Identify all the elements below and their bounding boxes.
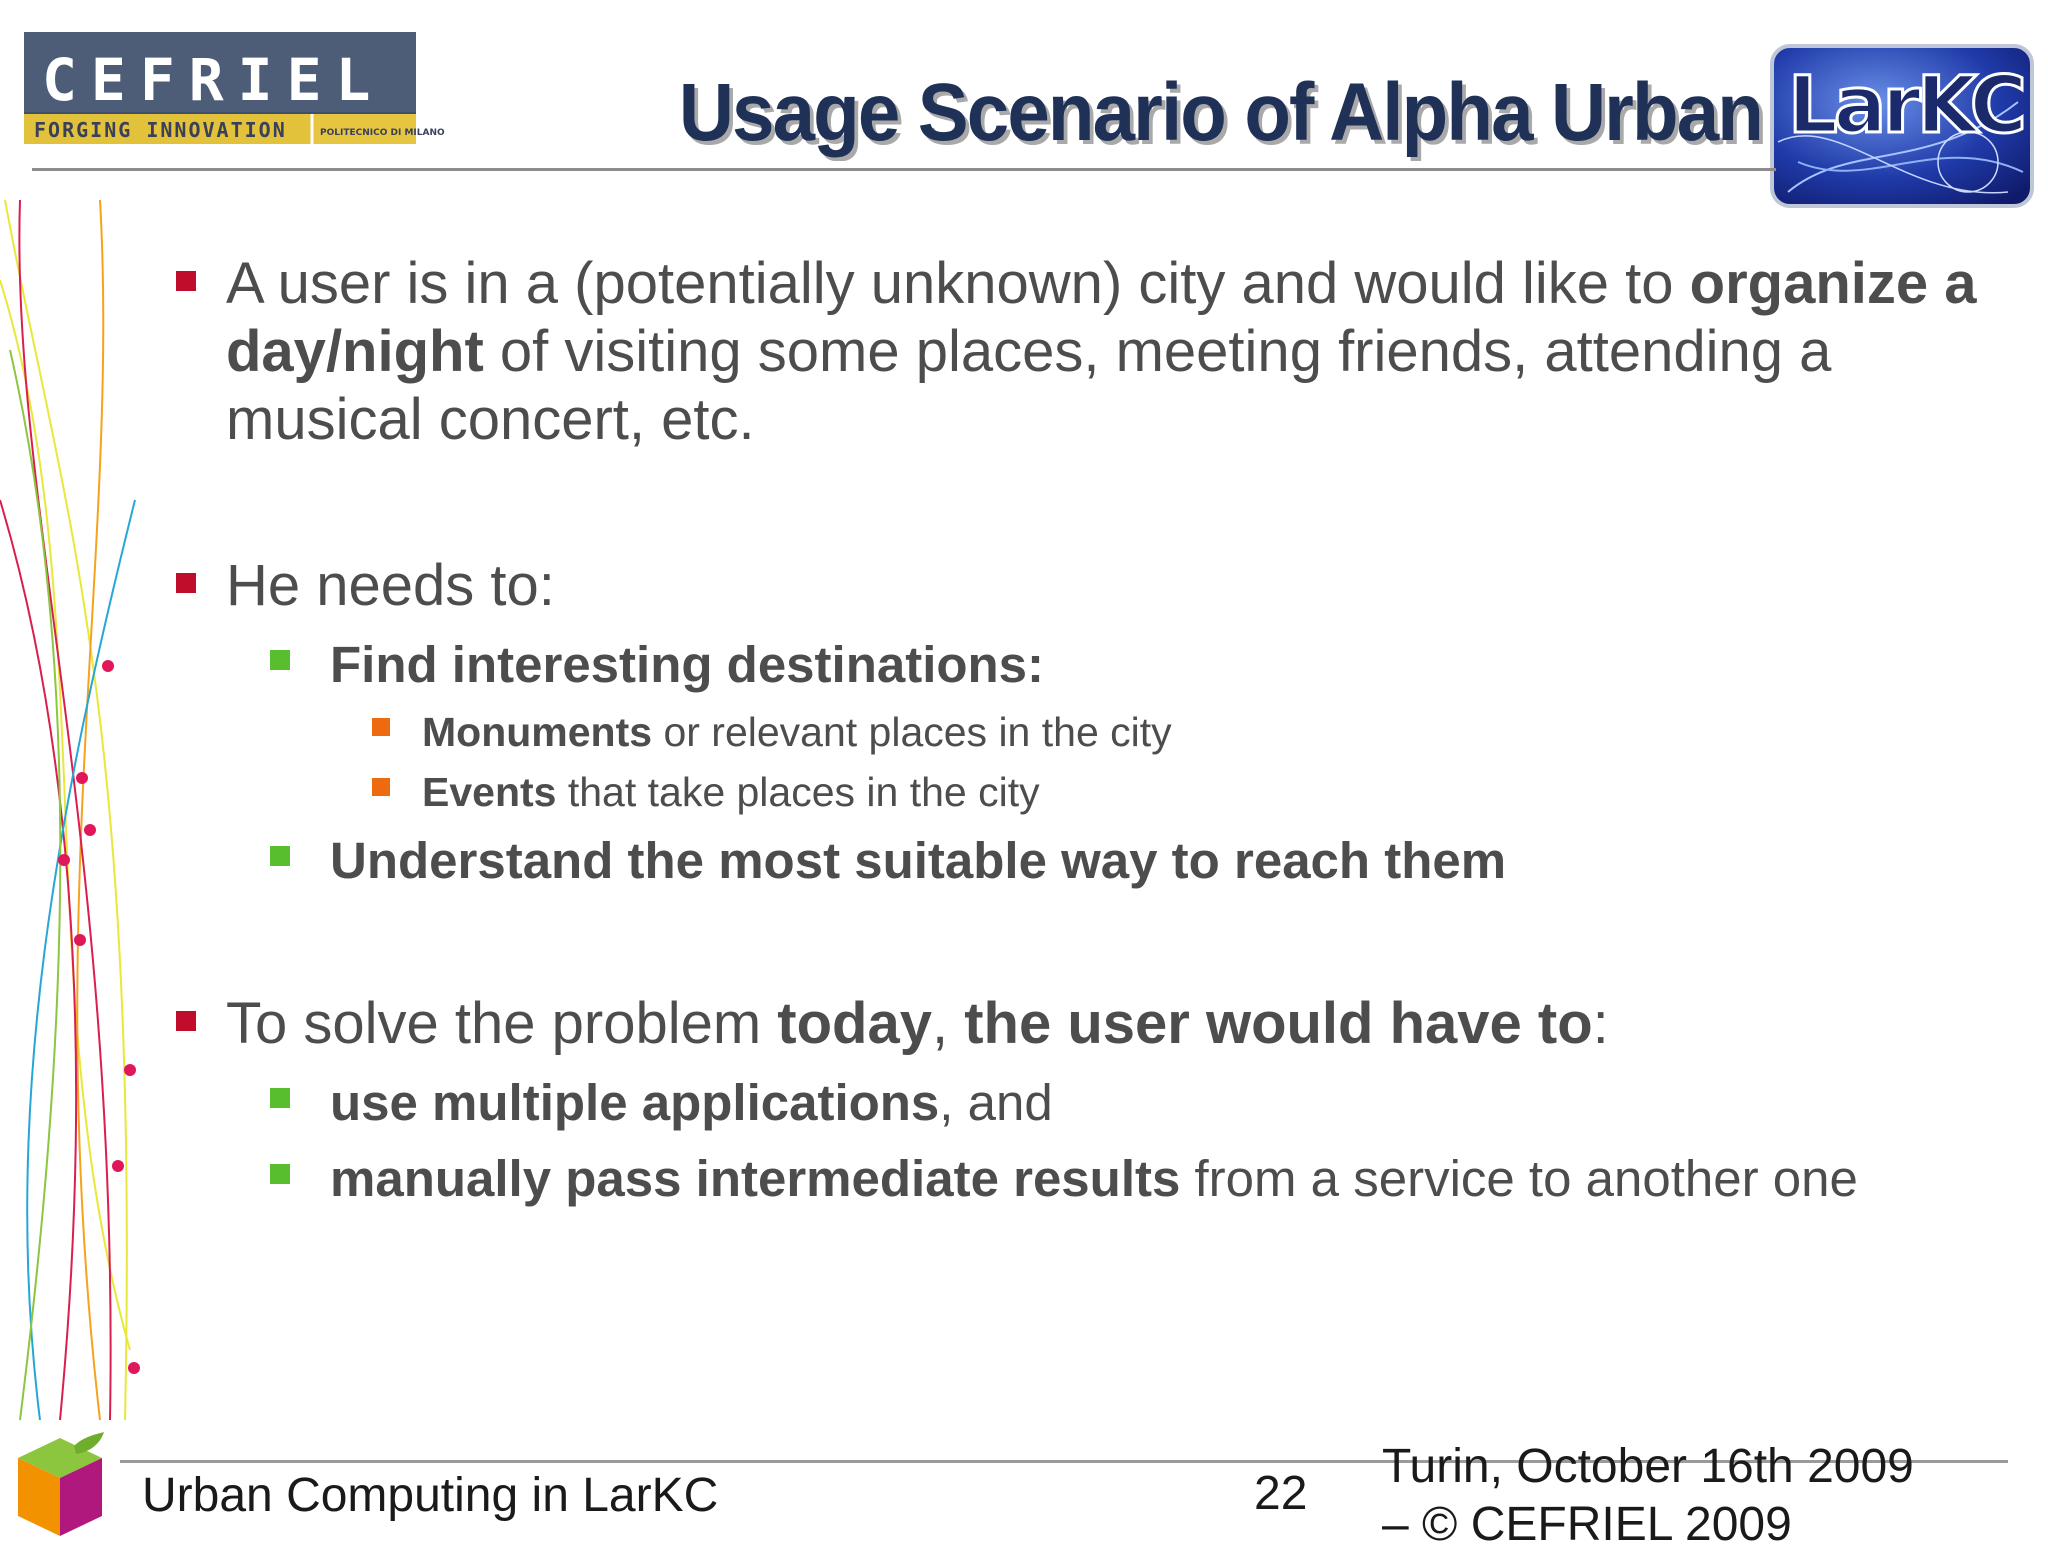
- bullet-text: that take places in the city: [556, 769, 1040, 815]
- bullet-text: , and: [939, 1074, 1053, 1131]
- polimi-text: POLITECNICO DI MILANO: [320, 128, 445, 138]
- sub-sub-bullet-events: [422, 766, 2012, 818]
- bullet-marker-red: [176, 573, 196, 593]
- bullet-marker-green: [270, 650, 290, 670]
- bullet-bold-text: Find interesting destinations:: [330, 636, 1045, 693]
- bullet-marker-green: [270, 1088, 290, 1108]
- bullet-marker-red: [176, 1011, 196, 1031]
- bullet-bold-text: today: [777, 991, 932, 1056]
- bullet-marker-green: [270, 846, 290, 866]
- cefriel-tagline: FORGING INNOVATION: [34, 118, 287, 142]
- cube-icon: [14, 1432, 106, 1536]
- sub-bullet-multiple-applications: [330, 1072, 2020, 1134]
- bullet-marker-red: [176, 271, 196, 291]
- bullet-text: He needs to:: [226, 553, 555, 618]
- bullet-text: or relevant places in the city: [652, 709, 1172, 755]
- larkc-logo: [1768, 42, 2036, 212]
- bullet-text: of visiting some places, meeting friends, attending a musical concert, etc.: [226, 319, 1832, 452]
- bullet-bold-text: use multiple applications: [330, 1074, 940, 1131]
- sub-bullet-reach-them: [330, 830, 2020, 892]
- footer-date-copyright: [1382, 1438, 1914, 1554]
- bullet-text: To solve the problem: [226, 991, 778, 1056]
- footer-copyright-line: – © CEFRIEL 2009: [1382, 1498, 1792, 1551]
- bullet-bold-text: the user would have to: [964, 991, 1593, 1056]
- sub-bullet-find-destinations: [330, 634, 2020, 696]
- bullet-marker-green: [270, 1164, 290, 1184]
- bullet-solve-problem-today: [226, 990, 2016, 1058]
- bullet-text: :: [1592, 991, 1609, 1056]
- sub-bullet-manually-pass: [330, 1148, 2020, 1210]
- page-number: 22: [1254, 1467, 1308, 1520]
- decorative-waves: [0, 200, 140, 1420]
- cefriel-logo-text: CEFRIEL: [42, 46, 385, 114]
- bullet-he-needs-to: [226, 552, 2016, 620]
- bullet-bold-text: organize a day/night: [226, 251, 1977, 384]
- bullet-text: ,: [931, 991, 965, 1056]
- bullet-bold-text: Monuments: [422, 709, 653, 755]
- bullet-bold-text: manually pass intermediate results: [330, 1150, 1181, 1207]
- bullet-text: from a service to another one: [1180, 1150, 1858, 1207]
- bullet-bold-text: Events: [422, 769, 557, 815]
- footer-date-line: Turin, October 16th 2009: [1382, 1440, 1914, 1493]
- bullet-text: A user is in a (potentially unknown) city and would like to: [226, 251, 1690, 316]
- bullet-marker-orange: [372, 718, 390, 736]
- larkc-logo-text: LarKC: [1788, 61, 2023, 151]
- sub-sub-bullet-monuments: [422, 706, 2012, 758]
- header-divider: [32, 168, 1776, 171]
- bullet-marker-orange: [372, 778, 390, 796]
- bullet-organize-day: [226, 250, 2016, 454]
- footer-presentation-title: Urban Computing in LarKC: [142, 1469, 719, 1522]
- slide-title: Usage Scenario of Alpha Urban: [678, 67, 1762, 158]
- bullet-bold-text: Understand the most suitable way to reach them: [330, 832, 1507, 889]
